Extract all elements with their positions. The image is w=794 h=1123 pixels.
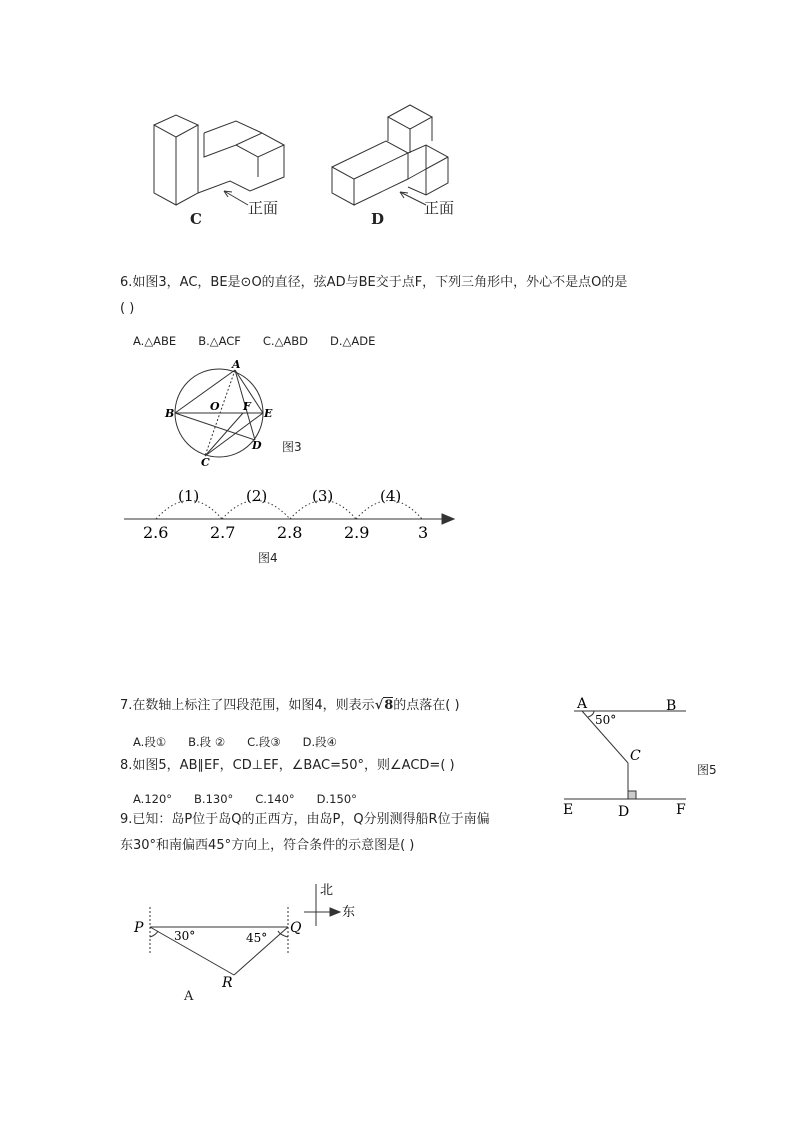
figure-3-caption: 图3: [282, 440, 302, 454]
q7-option-d: D.段④: [302, 735, 337, 749]
sqrt-radicand: 8: [384, 698, 394, 713]
point-label-a: A: [577, 696, 588, 712]
point-label-f: F: [676, 802, 686, 818]
front-label-d: 正面: [424, 199, 455, 217]
segment-label-3: (3): [312, 487, 334, 505]
compass-icon: [300, 878, 360, 930]
figure-3-circle: [163, 358, 283, 470]
solid-c: [154, 115, 284, 205]
sqrt-8: [375, 697, 394, 713]
front-label-c: 正面: [248, 199, 279, 217]
point-label-a: A: [232, 358, 241, 371]
figure-label-d: D: [371, 210, 385, 228]
tick-label-2-6: 2.6: [143, 523, 169, 542]
q7-stem: [120, 696, 460, 716]
figure-label-c: C: [190, 210, 202, 228]
point-label-e: E: [563, 802, 574, 818]
segment-label-1: (1): [178, 487, 200, 505]
segment-label-2: (2): [246, 487, 268, 505]
q7-options: [133, 731, 359, 750]
point-label-p: P: [134, 920, 144, 936]
q6-option-a: A.△ABE: [133, 334, 177, 348]
q9-figure-a: [130, 905, 300, 989]
q8-option-d: D.150°: [316, 792, 357, 806]
figure-5-caption: 图5: [697, 763, 717, 777]
q8-option-a: A.120°: [133, 792, 173, 806]
point-label-d: D: [618, 804, 630, 820]
q8-option-c: C.140°: [255, 792, 295, 806]
figure-5-parallel-lines: [560, 695, 694, 819]
tick-label-2-8: 2.8: [277, 523, 303, 542]
point-label-b: B: [666, 698, 677, 714]
q6-option-d: D.△ADE: [330, 334, 376, 348]
point-label-d: D: [252, 439, 262, 452]
point-label-e: E: [264, 407, 273, 420]
q6-stem-line2: ( ): [120, 301, 135, 316]
q9-figure-a-label: A: [184, 989, 194, 1004]
figure-4-number-line: [120, 484, 460, 544]
point-label-q: Q: [290, 920, 302, 936]
compass-east-label: 东: [342, 905, 356, 920]
point-label-f: F: [243, 400, 251, 413]
q6-option-b: B.△ACF: [198, 334, 241, 348]
tick-label-3: 3: [418, 523, 429, 542]
point-label-o: O: [210, 400, 220, 413]
point-label-r: R: [222, 975, 233, 991]
q7-option-b: B.段 ②: [188, 735, 226, 749]
segment-label-4: (4): [380, 487, 402, 505]
sqrt-sign: √: [374, 698, 384, 713]
q7-stem-before: 7.在数轴上标注了四段范围，如图4，则表示: [120, 698, 375, 713]
q6-option-c: C.△ABD: [262, 334, 309, 348]
q8-stem: 8.如图5，AB∥EF，CD⊥EF，∠BAC=50°，则∠ACD=( ): [120, 758, 455, 773]
q7-stem-after: 的点落在( ): [393, 698, 460, 713]
point-label-c: C: [201, 456, 210, 469]
angle-label-45: 45°: [246, 931, 268, 945]
tick-label-2-9: 2.9: [344, 523, 370, 542]
q7-option-c: C.段③: [247, 735, 281, 749]
tick-label-2-7: 2.7: [210, 523, 236, 542]
angle-label-30: 30°: [174, 929, 196, 943]
q7-option-a: A.段①: [133, 735, 167, 749]
q6-stem-line1: 6.如图3，AC，BE是⊙O的直径，弦AD与BE交于点F，下列三角形中，外心不是点O的是: [120, 275, 628, 290]
q8-options: [133, 788, 379, 807]
angle-label-50: 50°: [595, 713, 617, 727]
figure-4-caption: 图4: [258, 551, 278, 565]
point-label-b: B: [165, 407, 175, 420]
solid-d: [332, 105, 448, 205]
compass-north-label: 北: [320, 883, 334, 898]
point-label-c: C: [630, 748, 641, 764]
q9-stem-line2: 东30°和南偏西45°方向上，符合条件的示意图是( ): [120, 838, 415, 853]
q6-options: [133, 330, 397, 349]
q9-stem-line1: 9.已知：岛P位于岛Q的正西方，由岛P，Q分别测得船R位于南偏: [120, 812, 490, 827]
q8-option-b: B.130°: [194, 792, 234, 806]
